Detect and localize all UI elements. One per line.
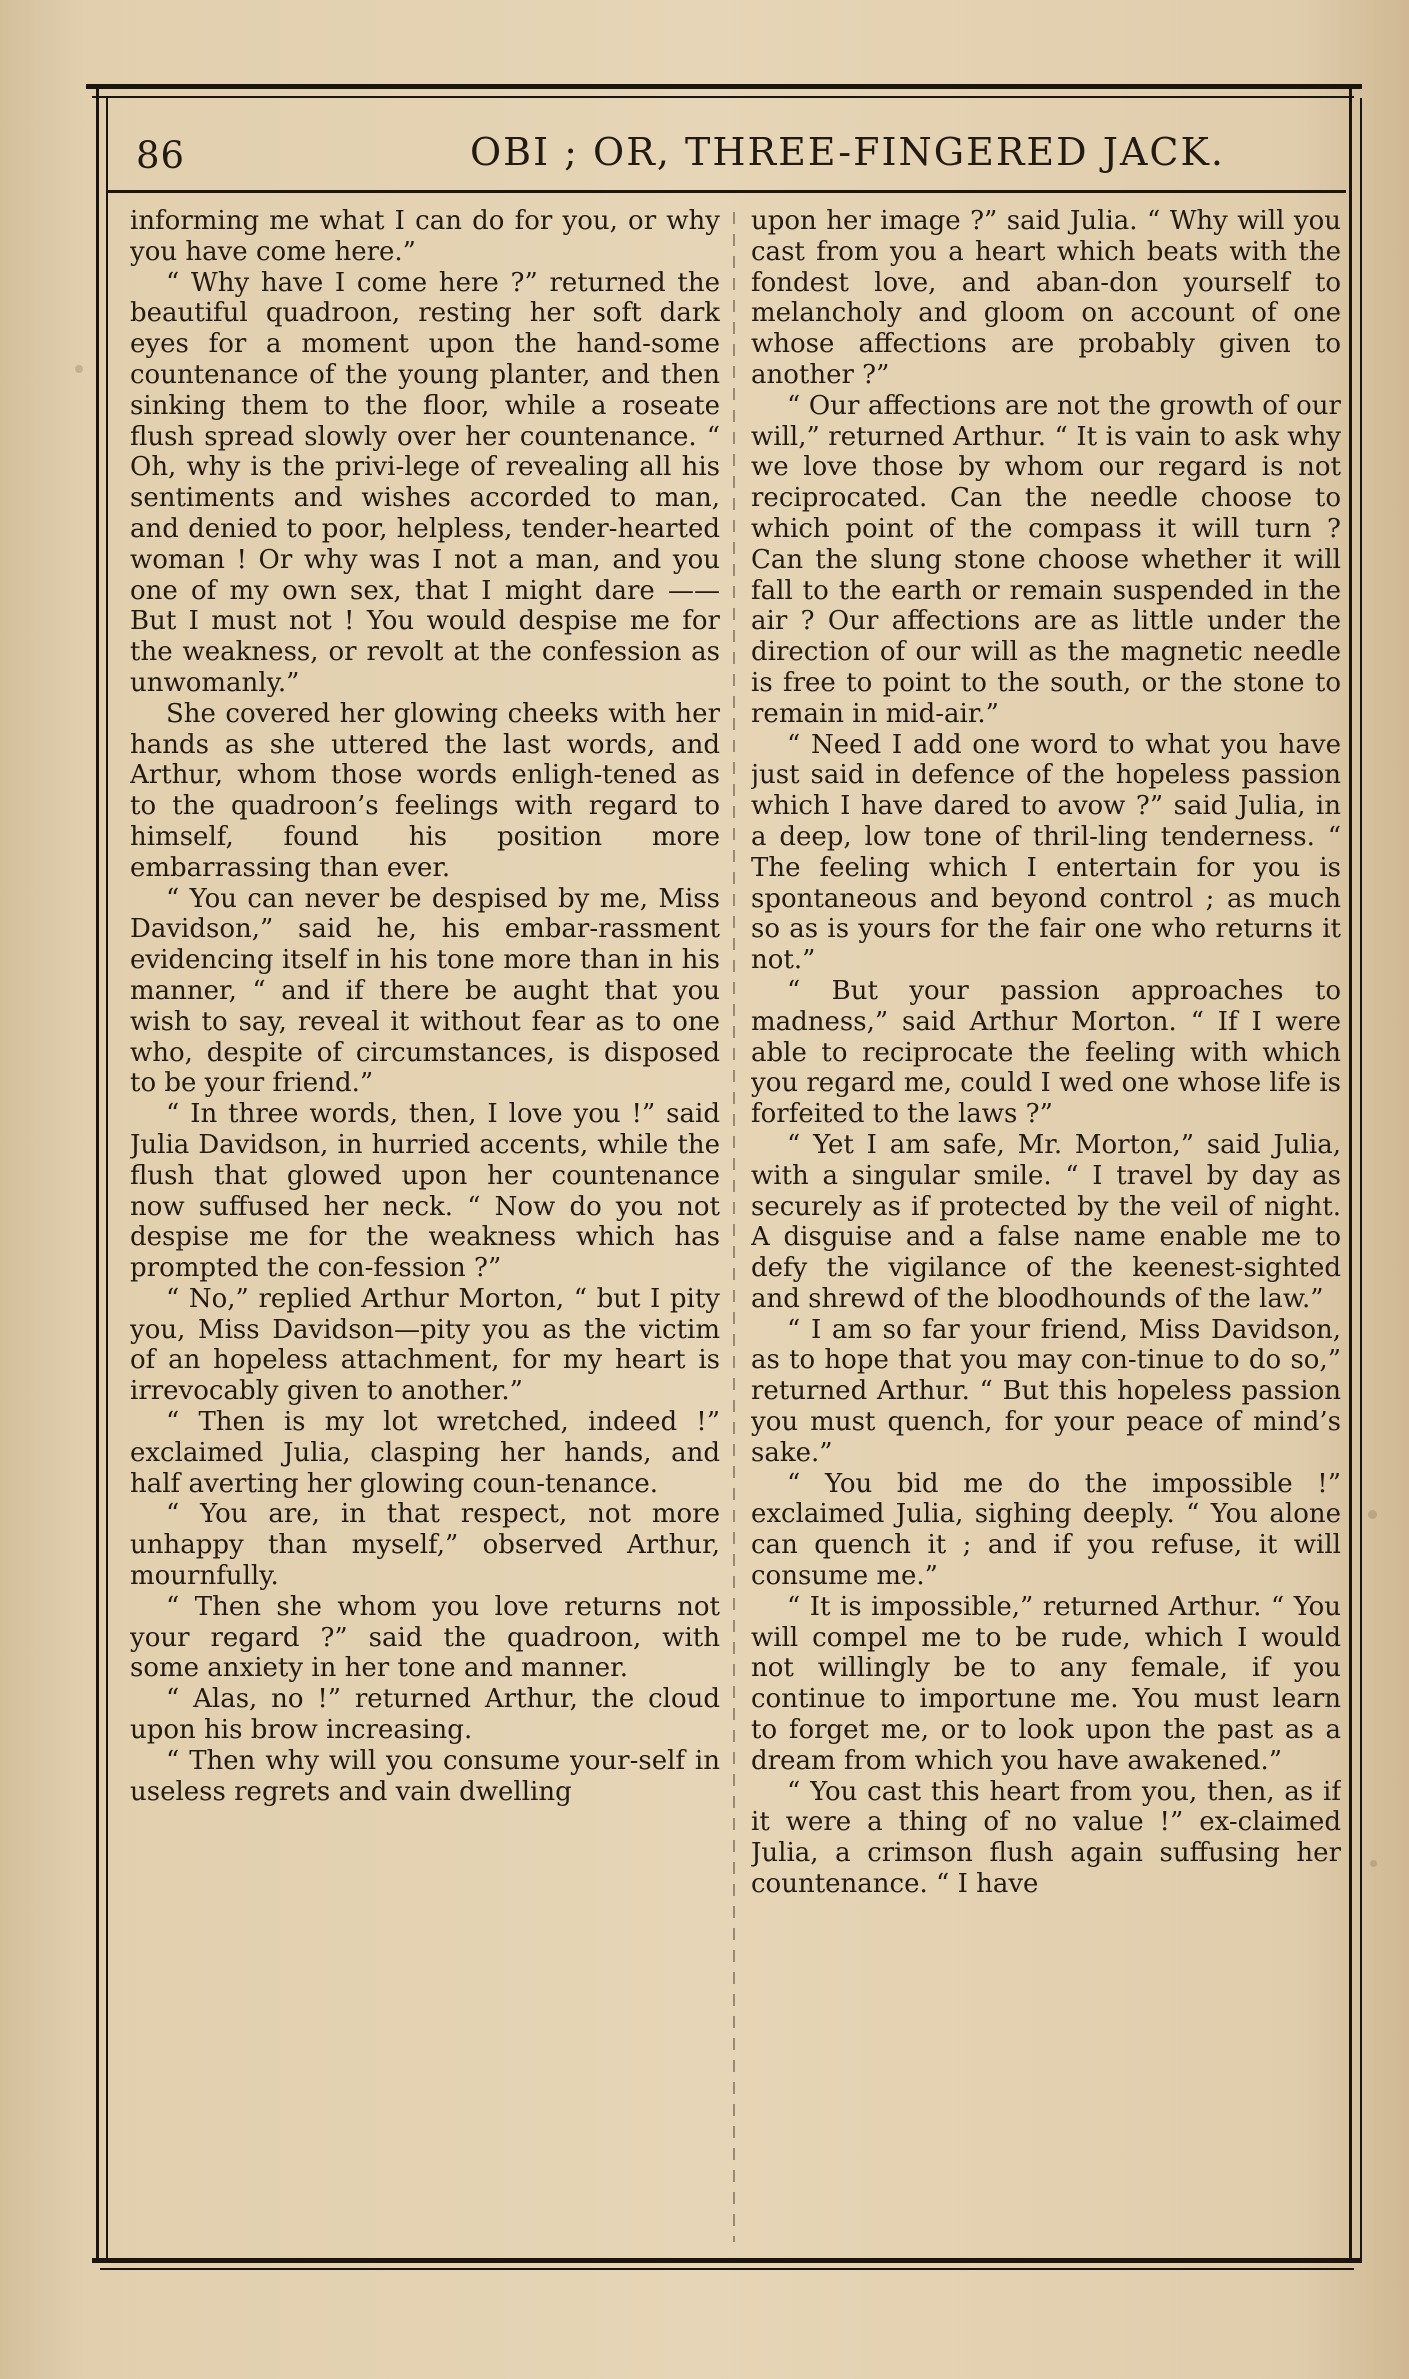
paragraph: “ No,” replied Arthur Morton, “ but I pity you, Miss Davidson—pity you as the victim of an hopeless attachment, for my heart is irrevocably given to another.” [130,1283,720,1407]
paragraph: “ Then is my lot wretched, indeed !” exclaimed Julia, clasping her hands, and half averting her glowing coun-tenance. [130,1407,720,1499]
right-inner-border-rule [1360,98,1362,2258]
paragraph: “ I am so far your friend, Miss Davidson, as to hope that you may con-tinue to do so,” returned Arthur. “ But this hopeless passion you must quench, for your peace of mind’s sake.” [751,1314,1341,1468]
paper-speck [1370,1860,1377,1867]
paragraph: “ But your passion approaches to madness,” said Arthur Morton. “ If I were able to reciprocate the feeling with which you regard me, could I wed one whose life is forfeited to the laws ?” [751,975,1341,1130]
column-divider [733,212,735,2242]
paper-speck [1368,1510,1377,1519]
header-rule [108,190,1346,193]
left-inner-border-rule [106,98,108,2258]
paragraph: “ In three words, then, I love you !” said Julia Davidson, in hurried accents, while the flush that glowed upon her countenance now suffused her neck. “ Now do you not despise me for the weakness which has prompted the con-fession ?” [130,1099,720,1284]
bottom-border-rule [92,2258,1362,2263]
paragraph: upon her image ?” said Julia. “ Why will you cast from you a heart which beats with the fondest love, and aban-don yourself to melancholy and gloom on account of one whose affections are probably given to another ?” [751,206,1341,390]
paper-speck [75,365,83,373]
paragraph: “ Need I add one word to what you have just said in defence of the hopeless passion which I have dared to avow ?” said Julia, in a deep, low tone of thril-ling tenderness. “ The feeling which I entertain for you is spontaneous and beyond control ; as much so as is yours for the fair one who returns it not.” [751,729,1341,976]
bottom-inner-border-rule [100,2268,1354,2270]
paragraph: “ Then why will you consume your-self in useless regrets and vain dwelling [130,1745,720,1807]
paragraph: “ You cast this heart from you, then, as if it were a thing of no value !” ex-claimed Julia, a crimson flush again suffusing her countenance. “ I have [751,1776,1341,1900]
right-text-column [751,206,1341,2244]
paragraph: “ It is impossible,” returned Arthur. “ You will compel me to be rude, which I would not willingly be to any female, if you continue to importune me. You must learn to forget me, or to look upon the past as a dream from which you have awakened.” [751,1591,1341,1776]
paragraph: “ Then she whom you love returns not your regard ?” said the quadroon, with some anxiety in her tone and manner. [130,1591,720,1684]
paragraph: “ You can never be despised by me, Miss Davidson,” said he, his embar-rassment evidencing itself in his tone more than in his manner, “ and if there be aught that you wish to say, reveal it without fear as to one who, despite of circumstances, is disposed to be your friend.” [130,883,720,1099]
paragraph: “ Why have I come here ?” returned the beautiful quadroon, resting her soft dark eyes for a moment upon the hand-some countenance of the young planter, and then sinking them to the floor, while a roseate flush spread slowly over her countenance. “ Oh, why is the privi-lege of revealing all his sentiments and wishes accorded to man, and denied to poor, helpless, tender-hearted woman ! Or why was I not a man, and you one of my own sex, that I might dare —— But I must not ! You would despise me for the weakness, or revolt at the confession as unwomanly.” [130,267,720,698]
paragraph: “ Our affections are not the growth of our will,” returned Arthur. “ It is vain to ask why we love those by whom our regard is not reciprocated. Can the needle choose to which point of the compass it will turn ? Can the slung stone choose whether it will fall to the earth or remain suspended in the air ? Our affections are as little under the direction of our will as the magnetic needle is free to point to the south, or the stone to remain in mid-air.” [751,390,1341,729]
top-inner-border-rule [92,96,1354,98]
paragraph: She covered her glowing cheeks with her hands as she uttered the last words, and Arthur, whom those words enligh-tened as to the quadroon’s feelings with regard to himself, found his position more embarrassing than ever. [130,698,720,883]
paragraph: “ You are, in that respect, not more unhappy than myself,” observed Arthur, mournfully. [130,1499,720,1592]
paragraph: “ Yet I am safe, Mr. Morton,” said Julia, with a singular smile. “ I travel by day as securely as if protected by the veil of night. A disguise and a false name enable me to defy the vigilance of the keenest-sighted and shrewd of the bloodhounds of the law.” [751,1129,1341,1314]
paragraph: “ Alas, no !” returned Arthur, the cloud upon his brow increasing. [130,1684,720,1746]
page-number: 86 [136,134,186,177]
top-border-rule [86,84,1362,89]
left-text-column [130,206,720,2244]
running-title: OBI ; OR, THREE-FINGERED JACK. [470,130,1225,174]
paragraph: informing me what I can do for you, or why you have come here.” [130,206,720,267]
left-border-rule [96,88,99,2263]
right-border-rule [1349,88,1352,2263]
paragraph: “ You bid me do the impossible !” exclaimed Julia, sighing deeply. “ You alone can quench it ; and if you refuse, it will consume me.” [751,1468,1341,1592]
